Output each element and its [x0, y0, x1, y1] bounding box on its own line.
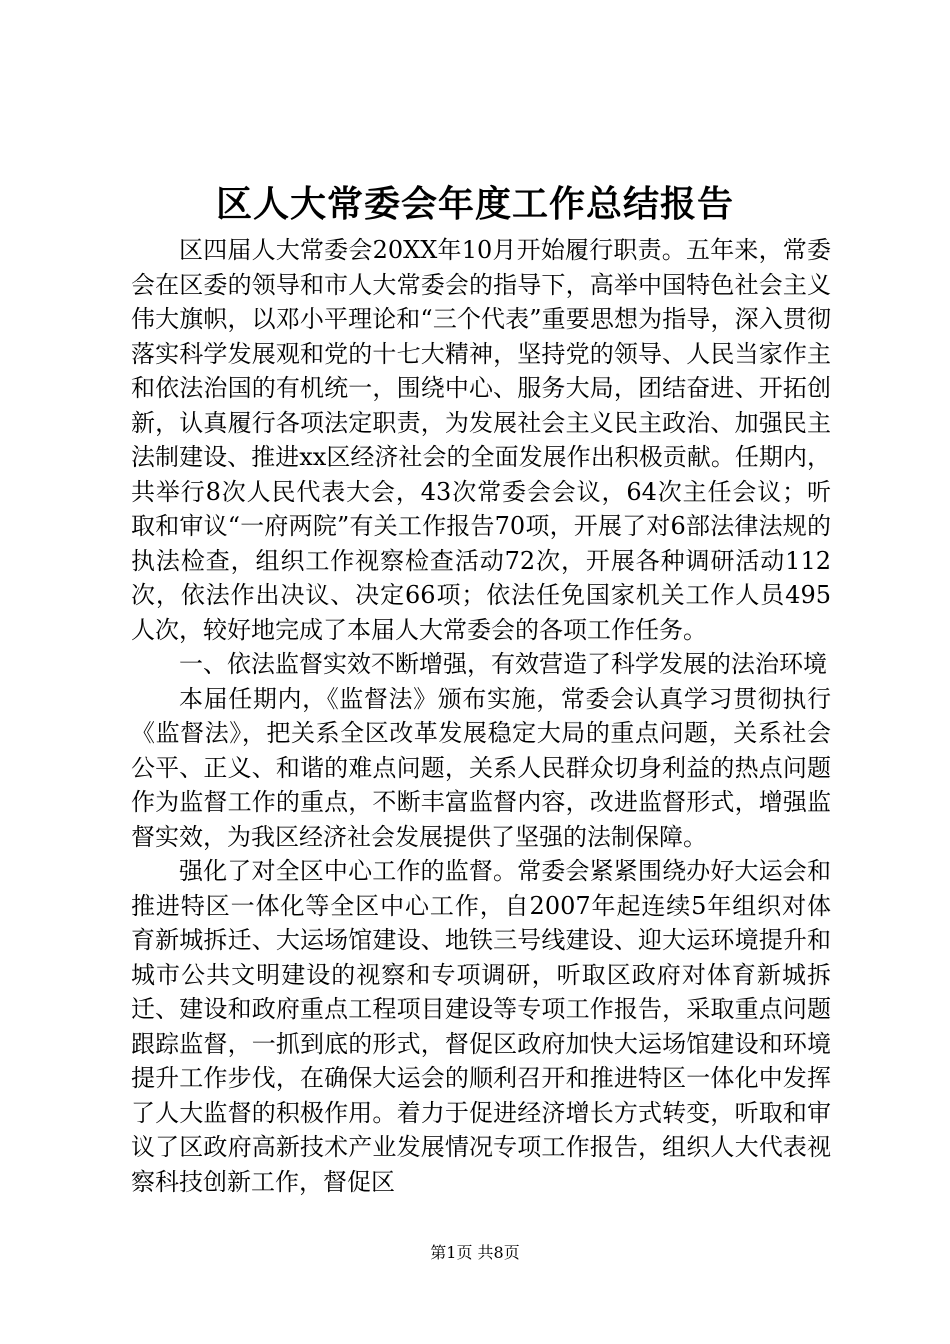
- page-footer: 第1页 共8页: [430, 1243, 520, 1262]
- paragraph-central-work: 强化了对全区中心工作的监督。常委会紧紧围绕办好大运会和推进特区一体化等全区中心工作，自2007年起连续5年组织对体育新城拆迁、大运场馆建设、地铁三号线建设、迎大运环境提升和城市公共文明建设的视察和专项调研，听取区政府对体育新城拆迁、建设和政府重点工程项目建设等专项工作报告，采取重点问题跟踪监督，一抓到底的形式，督促区政府加快大运场馆建设和环境提升工作步伐，在确保大运会的顺利召开和推进特区一体化中发挥了人大监督的积极作用。着力于促进经济增长方式转变，听取和审议了区政府高新技术产业发展情况专项工作报告，组织人大代表视察科技创新工作，督促区: [131, 857, 831, 1196]
- section-heading-1: 一、依法监督实效不断增强，有效营造了科学发展的法治环境: [179, 650, 827, 678]
- document-title: 区人大常委会年度工作总结报告: [215, 183, 734, 225]
- paragraph-intro: 区四届人大常委会20XX年10月开始履行职责。五年来，常委会在区委的领导和市人大常委会的指导下，高举中国特色社会主义伟大旗帜，以邓小平理论和“三个代表”重要思想为指导，深入贯彻落实科学发展观和党的十七大精神，坚持党的领导、人民当家作主和依法治国的有机统一，围绕中心、服务大局，团结奋进、开拓创新，认真履行各项法定职责，为发展社会主义民主政治、加强民主法制建设、推进xx区经济社会的全面发展作出积极贡献。任期内，共举行8次人民代表大会，43次常委会会议，64次主任会议；听取和审议“一府两院”有关工作报告70项，开展了对6部法律法规的执法检查，组织工作视察检查活动72次，开展各种调研活动112次，依法作出决议、决定66项；依法任免国家机关工作人员495人次，较好地完成了本届人大常委会的各项工作任务。: [131, 236, 831, 644]
- paragraph-supervision: 本届任期内，《监督法》颁布实施，常委会认真学习贯彻执行《监督法》，把关系全区改革发展稳定大局的重点问题，关系社会公平、正义、和谐的难点问题，关系人民群众切身利益的热点问题作为监督工作的重点，不断丰富监督内容，改进监督形式，增强监督实效，为我区经济社会发展提供了坚强的法制保障。: [131, 684, 831, 851]
- document-body: [131, 233, 831, 1199]
